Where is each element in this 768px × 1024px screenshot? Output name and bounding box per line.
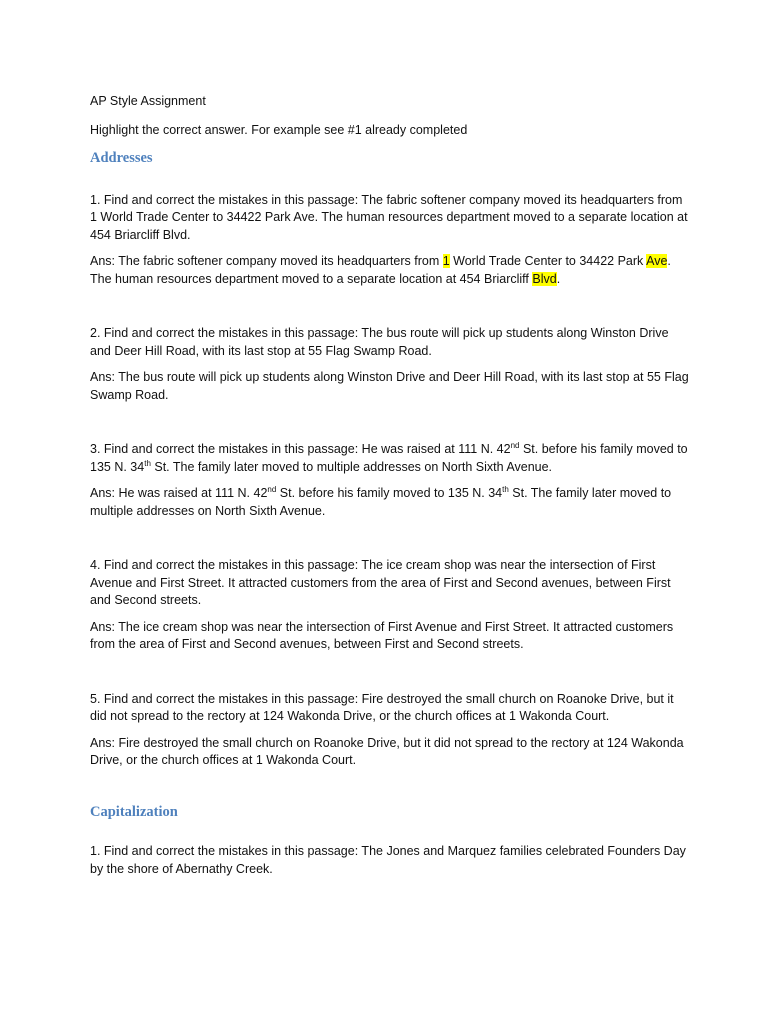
question-text: 1. Find and correct the mistakes in this passage: The fabric softener company moved its headquarters from 1 World Trade Center to 34422 Park Ave. The human resources department moved to a separate location at 454 Briarcliff Blvd. bbox=[90, 192, 688, 242]
answer-segment: Ans: He was raised at 111 N. 42 bbox=[90, 486, 268, 500]
section-heading-capitalization: Capitalization bbox=[90, 803, 178, 820]
answer-text[interactable] bbox=[90, 485, 690, 520]
ordinal-suffix: th bbox=[144, 458, 151, 468]
ordinal-suffix: nd bbox=[267, 484, 277, 494]
question-text: 1. Find and correct the mistakes in this passage: The Jones and Marquez families celebrated Founders Day by the shore of Abernathy Creek. bbox=[90, 844, 686, 876]
answer-text[interactable]: Ans: Fire destroyed the small church on Roanoke Drive, but it did not spread to the rectory at 124 Wakonda Drive, or the church offices at 1 Wakonda Court. bbox=[90, 735, 684, 767]
answer-segment: Ans: The fabric softener company moved its headquarters from bbox=[90, 254, 443, 268]
question-text: 4. Find and correct the mistakes in this passage: The ice cream shop was near the intersection of First Avenue and First Street. It attracted customers from the area of First and Second avenues, between First and Second streets. bbox=[90, 558, 671, 607]
answer-segment: St. The family later moved to multiple addresses on North Sixth Avenue. bbox=[90, 486, 672, 518]
question-segment: St. before his family moved to 135 N. 34 bbox=[90, 442, 688, 474]
highlighted-correction[interactable]: Ave bbox=[646, 254, 668, 268]
qa-block-addresses-2 bbox=[90, 325, 690, 404]
answer-text bbox=[90, 253, 690, 288]
ordinal-suffix: th bbox=[502, 484, 509, 494]
question-text bbox=[90, 441, 690, 476]
qa-block-addresses-1 bbox=[90, 192, 690, 289]
question-segment: 3. Find and correct the mistakes in this passage: He was raised at 111 N. 42 bbox=[90, 442, 511, 456]
qa-block-addresses-5 bbox=[90, 691, 690, 770]
answer-segment: . bbox=[556, 271, 561, 286]
document-title: AP Style Assignment bbox=[90, 94, 206, 108]
section-heading-addresses: Addresses bbox=[90, 150, 153, 166]
answer-text[interactable]: Ans: The bus route will pick up students along Winston Drive and Deer Hill Road, with its last stop at 55 Flag Swamp Road. bbox=[90, 370, 689, 402]
answer-segment: World Trade Center to 34422 Park bbox=[449, 254, 647, 268]
ordinal-suffix: nd bbox=[510, 440, 520, 450]
question-text: 2. Find and correct the mistakes in this passage: The bus route will pick up students along Winston Drive and Deer Hill Road, with its last stop at 55 Flag Swamp Road. bbox=[90, 326, 669, 358]
qa-block-addresses-3 bbox=[90, 441, 690, 520]
instruction-text: Highlight the correct answer. For example see #1 already completed bbox=[90, 122, 468, 137]
qa-block-capitalization-1 bbox=[90, 843, 690, 878]
answer-segment: St. before his family moved to 135 N. 34 bbox=[276, 486, 503, 500]
highlighted-correction[interactable]: Blvd bbox=[532, 271, 557, 286]
answer-text[interactable]: Ans: The ice cream shop was near the intersection of First Avenue and First Street. It attracted customers from the area of First and Second avenues, between First and Second streets. bbox=[90, 619, 674, 651]
question-text: 5. Find and correct the mistakes in this passage: Fire destroyed the small church on Roanoke Drive, but it did not spread to the rectory at 124 Wakonda Drive, or the church offices at 1 Wakonda Court. bbox=[90, 691, 674, 723]
document-body bbox=[90, 93, 690, 915]
question-segment: St. The family later moved to multiple addresses on North Sixth Avenue. bbox=[150, 459, 553, 474]
highlighted-correction[interactable]: 1 bbox=[442, 254, 450, 268]
qa-block-addresses-4 bbox=[90, 557, 690, 654]
answer-segment: . The human resources department moved to a separate location at 454 Briarcliff bbox=[90, 254, 671, 286]
